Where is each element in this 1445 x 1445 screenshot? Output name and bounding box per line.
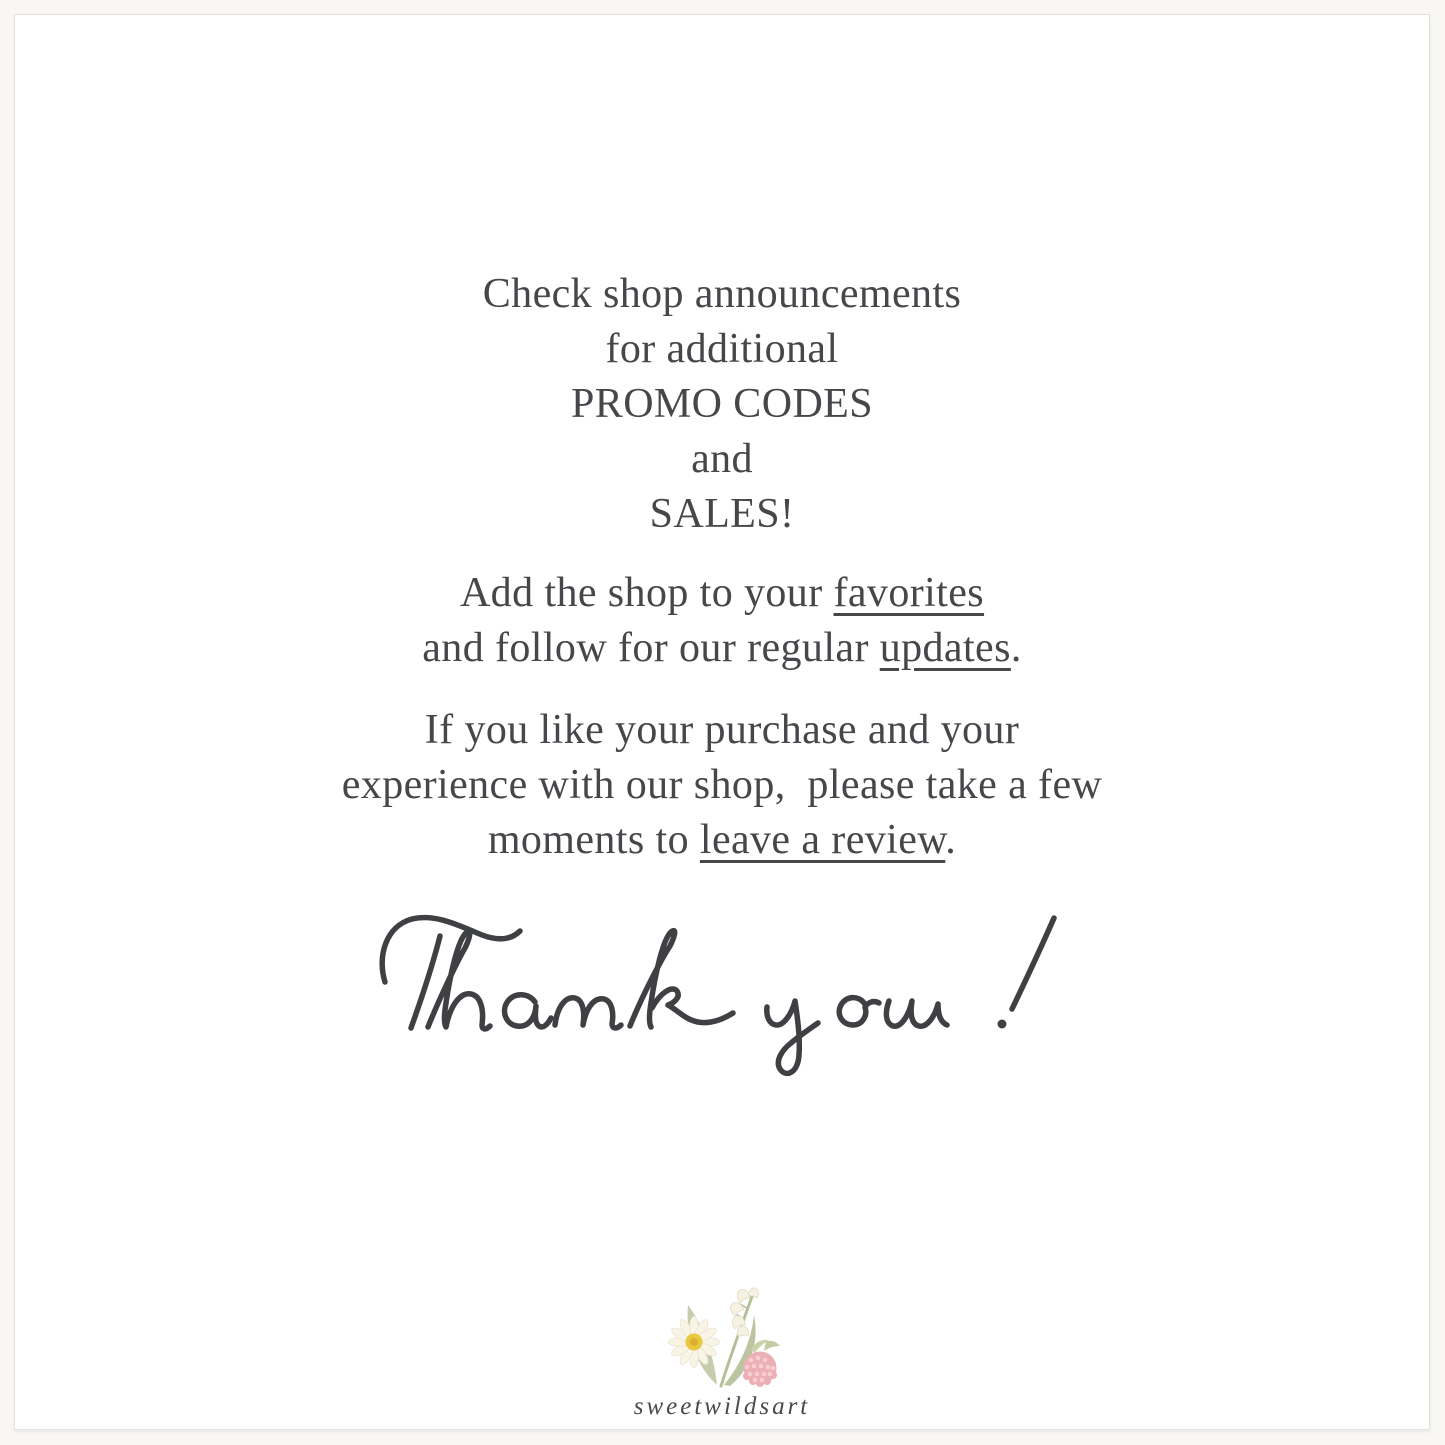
review-text: moments to: [487, 817, 700, 863]
announcement-line: SALES!: [649, 491, 795, 537]
thank-you-script: [15, 912, 1429, 1102]
script-letter-y: [767, 1001, 818, 1073]
script-letter-k: [630, 931, 675, 1027]
review-line: experience with our shop, please take a few: [341, 762, 1103, 808]
card-content: [15, 15, 1429, 1102]
updates-underlined-text: updates: [879, 625, 1011, 671]
shop-logo-icon: [647, 1279, 797, 1391]
follow-text: .: [1010, 625, 1022, 671]
thank-you-card: [14, 14, 1430, 1430]
announcement-line: Check shop announcements: [482, 271, 962, 317]
script-letter-o: [839, 998, 879, 1025]
script-exclamation-dot: [998, 1020, 1007, 1029]
follow-line: [15, 566, 1429, 621]
follow-line: [15, 621, 1429, 676]
leave-review-underlined-text: leave a review: [699, 817, 946, 863]
script-letter-k-arm: [652, 989, 733, 1023]
script-letter-u: [886, 1001, 947, 1026]
follow-text: and follow for our regular: [422, 625, 880, 671]
favorites-underlined-text: favorites: [833, 570, 985, 616]
shop-name: sweetwildsart: [633, 1393, 811, 1420]
follow-paragraph: [15, 566, 1429, 676]
announcement-paragraph: [15, 267, 1429, 542]
announcement-line: PROMO CODES: [571, 381, 873, 427]
script-letter-n: [555, 998, 621, 1028]
thank-you-script-drawing: [377, 912, 1067, 1102]
follow-text: Add the shop to your: [459, 570, 834, 616]
script-letter-a: [505, 995, 551, 1027]
announcement-line: for additional: [605, 326, 839, 372]
announcement-line: and: [691, 436, 753, 482]
review-line: If you like your purchase and your: [424, 707, 1020, 753]
review-line: [15, 813, 1429, 868]
review-paragraph: [15, 703, 1429, 868]
review-text: .: [945, 817, 957, 863]
script-exclamation-stroke: [1012, 918, 1054, 1009]
shop-footer: [15, 1279, 1429, 1421]
